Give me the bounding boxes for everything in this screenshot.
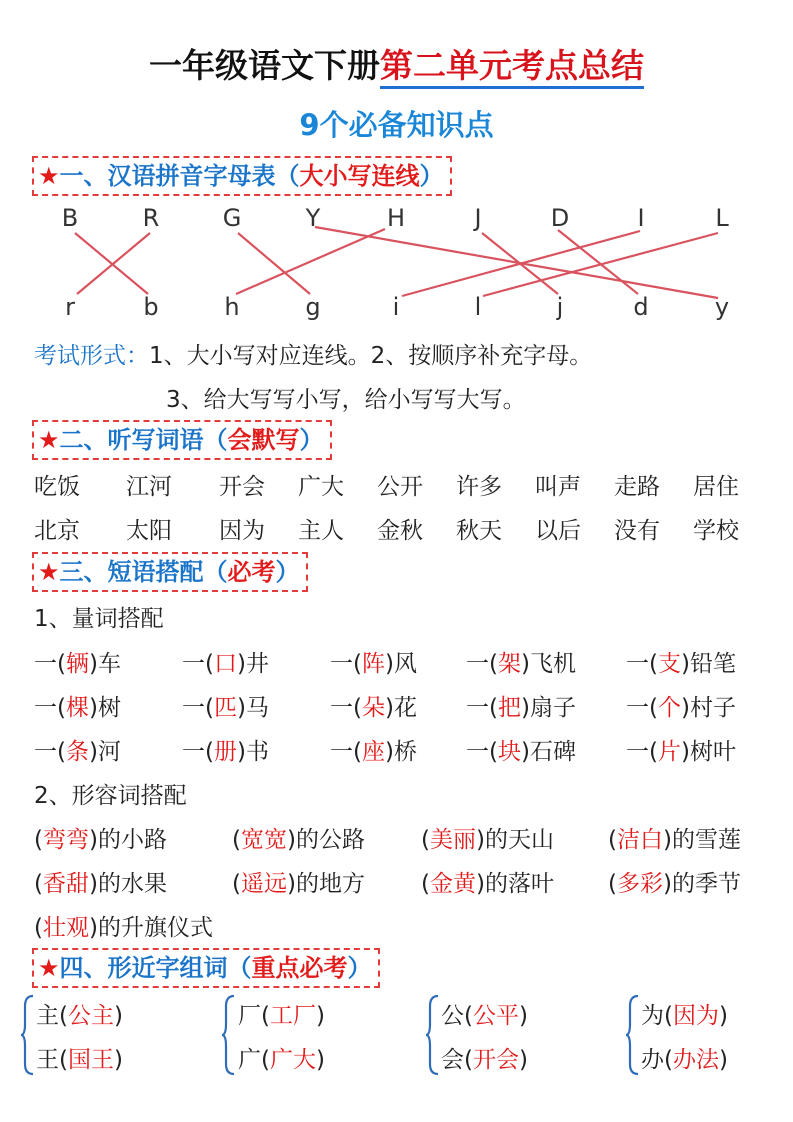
star-icon: ★	[38, 426, 60, 454]
adjective-phrase: (香甜)的水果	[34, 871, 167, 897]
subheading-measure-words: 1、量词搭配	[34, 606, 164, 632]
match-line-G-g	[238, 233, 310, 294]
measure-phrase: 一(条)河	[34, 739, 121, 765]
similar-char-word: 办(办法)	[641, 1047, 728, 1073]
upper-letter: B	[61, 204, 79, 232]
measure-phrase: 一(片)树叶	[626, 739, 736, 765]
similar-char-word: 会(开会)	[441, 1047, 528, 1073]
adjective-phrase: (多彩)的季节	[608, 871, 741, 897]
measure-phrase: 一(座)桥	[330, 739, 417, 765]
upper-letter: H	[386, 204, 406, 232]
word-item: 广大	[298, 474, 344, 500]
word-item: 开会	[219, 474, 265, 500]
lower-letter: b	[143, 293, 159, 321]
similar-char-word: 主(公主)	[36, 1003, 123, 1029]
similar-char-word: 广(广大)	[238, 1047, 325, 1073]
word-item: 没有	[614, 518, 660, 544]
upper-letter: Y	[305, 204, 321, 232]
measure-phrase: 一(支)铅笔	[626, 651, 736, 677]
upper-letter: L	[715, 204, 729, 232]
measure-phrase: 一(个)村子	[626, 695, 736, 721]
measure-phrase: 一(口)井	[182, 651, 269, 677]
curly-brace-icon	[20, 994, 36, 1076]
word-item: 因为	[219, 518, 265, 544]
word-item: 金秋	[377, 518, 423, 544]
measure-phrase: 一(册)书	[182, 739, 269, 765]
subheading-adjectives: 2、形容词搭配	[34, 783, 187, 809]
star-icon: ★	[38, 558, 60, 586]
curly-brace-icon	[221, 994, 237, 1076]
adjective-phrase: (壮观)的升旗仪式	[34, 915, 213, 941]
measure-phrase: 一(棵)树	[34, 695, 121, 721]
curly-brace-icon	[425, 994, 441, 1076]
measure-phrase: 一(朵)花	[330, 695, 417, 721]
exam-format: 考试形式：1、大小写对应连线。2、按顺序补充字母。	[34, 343, 593, 369]
match-line-R-r	[77, 233, 150, 294]
upper-letter: D	[550, 204, 570, 232]
measure-phrase: 一(架)飞机	[466, 651, 576, 677]
word-item: 秋天	[456, 518, 502, 544]
adjective-phrase: (宽宽)的公路	[232, 827, 365, 853]
section-heading-phrases: ★三、短语搭配（必考）	[32, 552, 308, 592]
section-heading-similar-chars: ★四、形近字组词（重点必考）	[32, 948, 380, 988]
upper-letter: R	[142, 204, 160, 232]
similar-char-word: 公(公平)	[441, 1003, 528, 1029]
page-subtitle: 9个必备知识点	[299, 108, 494, 142]
word-item: 主人	[298, 518, 344, 544]
word-item: 公开	[377, 474, 423, 500]
lower-letter: j	[556, 293, 564, 321]
upper-letter: G	[222, 204, 242, 232]
word-item: 许多	[456, 474, 502, 500]
match-line-B-b	[75, 233, 148, 294]
star-icon: ★	[38, 954, 60, 982]
lower-letter: g	[305, 293, 321, 321]
word-item: 居住	[693, 474, 739, 500]
similar-char-word: 王(国王)	[36, 1047, 123, 1073]
word-item: 叫声	[535, 474, 581, 500]
lower-letter: i	[392, 293, 400, 321]
adjective-phrase: (遥远)的地方	[232, 871, 365, 897]
upper-letter: I	[637, 204, 645, 232]
adjective-phrase: (弯弯)的小路	[34, 827, 167, 853]
match-line-D-d	[558, 230, 638, 294]
page-title: 一年级语文下册第二单元考点总结	[0, 40, 793, 87]
matching-lines	[0, 0, 793, 340]
word-item: 北京	[34, 518, 80, 544]
word-item: 江河	[126, 474, 172, 500]
adjective-phrase: (金黄)的落叶	[421, 871, 554, 897]
lower-letter: h	[224, 293, 240, 321]
measure-phrase: 一(辆)车	[34, 651, 121, 677]
match-line-H-h	[236, 229, 385, 294]
word-item: 走路	[614, 474, 660, 500]
star-icon: ★	[38, 162, 60, 190]
adjective-phrase: (洁白)的雪莲	[608, 827, 741, 853]
section-heading-pinyin: ★一、汉语拼音字母表（大小写连线）	[32, 156, 452, 196]
word-item: 太阳	[126, 518, 172, 544]
lower-letter: d	[633, 293, 649, 321]
measure-phrase: 一(把)扇子	[466, 695, 576, 721]
section-heading-dictation: ★二、听写词语（会默写）	[32, 420, 332, 460]
similar-char-word: 为(因为)	[641, 1003, 728, 1029]
measure-phrase: 一(匹)马	[182, 695, 269, 721]
lower-letter: l	[474, 293, 482, 321]
lower-letter: r	[65, 293, 75, 321]
word-item: 吃饭	[34, 474, 80, 500]
measure-phrase: 一(块)石碑	[466, 739, 576, 765]
measure-phrase: 一(阵)风	[330, 651, 417, 677]
word-item: 学校	[693, 518, 739, 544]
adjective-phrase: (美丽)的天山	[421, 827, 554, 853]
exam-format-line2: 3、给大写写小写，给小写写大写。	[166, 387, 526, 413]
similar-char-word: 厂(工厂)	[238, 1003, 325, 1029]
upper-letter: J	[474, 204, 482, 232]
lower-letter: y	[714, 293, 730, 321]
curly-brace-icon	[625, 994, 641, 1076]
word-item: 以后	[535, 518, 581, 544]
